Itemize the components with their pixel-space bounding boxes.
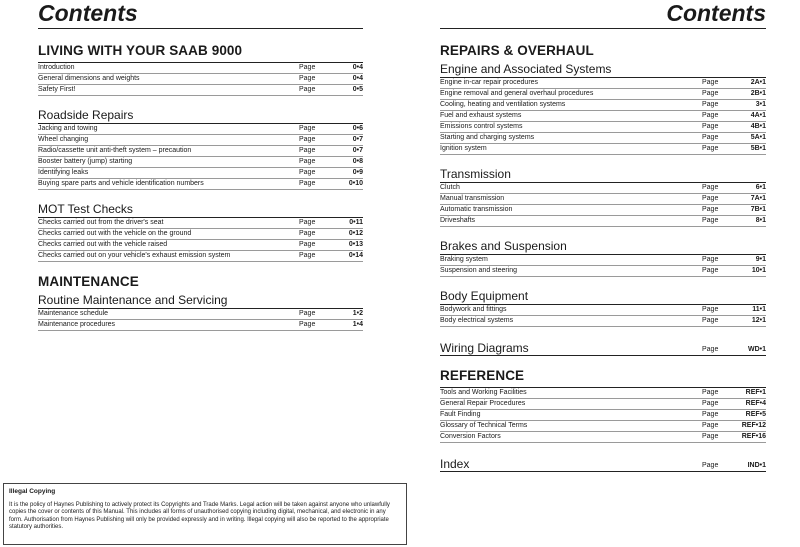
page-number: 4A•1 <box>750 112 766 119</box>
toc-row[interactable] <box>38 229 363 240</box>
page-number: 6•1 <box>755 184 766 191</box>
page-number: 2B•1 <box>750 90 766 97</box>
toc-entry: Wheel changing <box>38 136 89 143</box>
toc-entry: Tools and Working Facilities <box>440 389 527 396</box>
toc-entry: Clutch <box>440 184 460 191</box>
toc-row[interactable] <box>38 218 363 229</box>
page-label: Page <box>299 125 316 132</box>
toc-row[interactable] <box>38 320 363 331</box>
toc-entry: Conversion Factors <box>440 433 501 440</box>
page-label: Page <box>299 136 316 143</box>
chapter-heading: Wiring Diagrams <box>440 341 529 355</box>
toc-row[interactable] <box>440 122 766 133</box>
toc-entry: Jacking and towing <box>38 125 98 132</box>
toc-row[interactable] <box>440 144 766 155</box>
page-label: Page <box>299 158 316 165</box>
toc-entry: Radio/cassette unit anti-theft system – precaution <box>38 147 192 154</box>
right-page <box>440 0 766 472</box>
page-label: Page <box>702 256 719 263</box>
chapter-heading: Body Equipment <box>440 289 529 303</box>
page-number: 9•1 <box>755 256 766 263</box>
toc-entry: Manual transmission <box>440 195 505 202</box>
page-label: Page <box>299 75 316 82</box>
page-label: Page <box>702 411 719 418</box>
toc-entry: Glossary of Technical Terms <box>440 422 528 429</box>
page-number: REF•16 <box>741 433 766 440</box>
page-number: 7B•1 <box>750 206 766 213</box>
toc-entry: Engine in-car repair procedures <box>440 79 539 86</box>
page-label: Page <box>299 321 316 328</box>
page-number: 11•1 <box>752 306 766 313</box>
toc-row[interactable] <box>440 111 766 122</box>
page-number: 1•2 <box>352 310 363 317</box>
page-number: 0•5 <box>352 86 363 93</box>
page-label: Page <box>299 310 316 317</box>
toc-entry: General dimensions and weights <box>38 75 140 82</box>
page-label: Page <box>299 241 316 248</box>
toc-entry: Cooling, heating and ventilation systems <box>440 101 566 108</box>
toc-row[interactable] <box>38 251 363 262</box>
page-number: IND•1 <box>747 462 766 469</box>
page-number: 10•1 <box>751 267 766 274</box>
page-number: 5B•1 <box>750 145 766 152</box>
page-number: 0•14 <box>348 252 363 259</box>
toc-entry: Safety First! <box>38 86 76 93</box>
toc-entry: Engine removal and general overhaul procedures <box>440 90 594 97</box>
page-number: 8•1 <box>755 217 766 224</box>
toc-entry: Introduction <box>38 64 75 71</box>
toc-row[interactable] <box>38 309 363 320</box>
page-title: Contents <box>38 0 363 29</box>
page-label: Page <box>299 252 316 259</box>
toc-entry: Driveshafts <box>440 217 476 224</box>
page-label: Page <box>299 219 316 226</box>
page-number: 0•10 <box>348 180 363 187</box>
page-number: 0•7 <box>352 136 363 143</box>
page-number: REF•12 <box>741 422 766 429</box>
spacer <box>38 262 363 274</box>
page-number: REF•1 <box>745 389 766 396</box>
page-label: Page <box>702 389 719 396</box>
page-number: 0•13 <box>348 241 363 248</box>
toc-list <box>440 304 766 327</box>
page-number: REF•4 <box>745 400 766 407</box>
toc-row[interactable] <box>440 183 766 194</box>
page-label: Page <box>299 64 316 71</box>
toc-entry: Bodywork and fittings <box>440 306 507 313</box>
page-label: Page <box>702 184 719 191</box>
page-number: 2A•1 <box>750 79 766 86</box>
spacer <box>440 227 766 239</box>
toc-row[interactable] <box>440 255 766 266</box>
page-number: 5A•1 <box>750 134 766 141</box>
toc-list <box>440 77 766 155</box>
page-number: WD•1 <box>747 346 766 353</box>
spacer <box>440 155 766 167</box>
toc-row[interactable] <box>440 100 766 111</box>
toc-entry: Body electrical systems <box>440 317 514 324</box>
page-label: Page <box>702 267 719 274</box>
toc-entry: Ignition system <box>440 145 487 152</box>
spacer <box>440 277 766 289</box>
page-number: 1•4 <box>352 321 363 328</box>
page-label: Page <box>299 86 316 93</box>
spacer <box>440 327 766 339</box>
spacer <box>38 190 363 202</box>
toc-entry: Identifying leaks <box>38 169 89 176</box>
chapter-heading: Routine Maintenance and Servicing <box>38 293 228 307</box>
illegal-copying-notice <box>3 483 407 545</box>
page-number: 0•7 <box>352 147 363 154</box>
toc-entry: Checks carried out with the vehicle raised <box>38 241 168 248</box>
toc-entry: Fault Finding <box>440 411 481 418</box>
toc-entry: Fuel and exhaust systems <box>440 112 522 119</box>
chapter-heading: Brakes and Suspension <box>440 239 567 253</box>
toc-entry: Starting and charging systems <box>440 134 535 141</box>
toc-entry: Booster battery (jump) starting <box>38 158 133 165</box>
toc-entry: Maintenance schedule <box>38 310 109 317</box>
toc-entry: Checks carried out on your vehicle's exhaust emission system <box>38 252 231 259</box>
toc-row[interactable] <box>38 74 363 85</box>
toc-row[interactable] <box>440 89 766 100</box>
toc-list <box>440 387 766 443</box>
toc-entry: Braking system <box>440 256 488 263</box>
part-heading: REFERENCE <box>440 368 525 383</box>
page-label: Page <box>702 101 719 108</box>
page-number: 0•6 <box>352 125 363 132</box>
page-number: 0•4 <box>352 75 363 82</box>
toc-row[interactable] <box>38 168 363 179</box>
spacer <box>38 96 363 108</box>
toc-list <box>38 308 363 331</box>
spacer <box>440 356 766 368</box>
page-number: REF•5 <box>745 411 766 418</box>
page-label: Page <box>702 134 719 141</box>
toc-row[interactable] <box>440 432 766 443</box>
toc-row[interactable] <box>440 388 766 399</box>
toc-entry: Automatic transmission <box>440 206 513 213</box>
chapter-heading: Roadside Repairs <box>38 108 134 122</box>
toc-row[interactable] <box>440 421 766 432</box>
chapter-heading: Engine and Associated Systems <box>440 62 612 76</box>
page-label: Page <box>299 147 316 154</box>
spacer <box>440 443 766 455</box>
page-label: Page <box>702 400 719 407</box>
page-number: 12•1 <box>751 317 766 324</box>
part-heading: LIVING WITH YOUR SAAB 9000 <box>38 43 243 58</box>
toc-entry: Maintenance procedures <box>38 321 116 328</box>
toc-row[interactable] <box>440 399 766 410</box>
chapter-heading: Transmission <box>440 167 511 181</box>
toc-row[interactable] <box>38 240 363 251</box>
page-label: Page <box>702 306 719 313</box>
page-label: Page <box>702 145 719 152</box>
toc-entry: Buying spare parts and vehicle identification numbers <box>38 180 204 187</box>
chapter-heading: Index <box>440 457 470 471</box>
page-number: 0•8 <box>352 158 363 165</box>
page-label: Page <box>702 217 719 224</box>
part-heading: MAINTENANCE <box>38 274 139 289</box>
toc-entry: General Repair Procedures <box>440 400 526 407</box>
page-label: Page <box>299 180 316 187</box>
toc-row[interactable] <box>38 124 363 135</box>
toc-row[interactable] <box>38 85 363 96</box>
left-page <box>38 0 363 331</box>
toc-row[interactable] <box>440 194 766 205</box>
page-label: Page <box>702 462 719 469</box>
page-label: Page <box>702 346 719 353</box>
toc-entry: Checks carried out with the vehicle on the ground <box>38 230 192 237</box>
page-label: Page <box>702 317 719 324</box>
page-label: Page <box>299 230 316 237</box>
toc-row[interactable] <box>440 410 766 421</box>
page-label: Page <box>702 112 719 119</box>
page-label: Page <box>299 169 316 176</box>
toc-row[interactable] <box>440 305 766 316</box>
toc-row[interactable] <box>38 157 363 168</box>
toc-list <box>38 123 363 190</box>
page-label: Page <box>702 79 719 86</box>
index-row[interactable] <box>440 455 766 472</box>
toc-row[interactable] <box>440 216 766 227</box>
toc-list <box>440 182 766 227</box>
page-number: 0•9 <box>352 169 363 176</box>
toc-row[interactable] <box>38 63 363 74</box>
page-label: Page <box>702 123 719 130</box>
page-number: 7A•1 <box>750 195 766 202</box>
toc-row[interactable] <box>440 133 766 144</box>
toc-entry: Suspension and steering <box>440 267 518 274</box>
toc-row[interactable] <box>440 316 766 327</box>
toc-list <box>440 254 766 277</box>
part-heading: REPAIRS & OVERHAUL <box>440 43 594 58</box>
page-title: Contents <box>440 0 766 29</box>
page-label: Page <box>702 206 719 213</box>
toc-row[interactable] <box>440 266 766 277</box>
page-label: Page <box>702 422 719 429</box>
page-number: 0•12 <box>348 230 363 237</box>
toc-entry: Checks carried out from the driver's seat <box>38 219 164 226</box>
page-number: 4B•1 <box>750 123 766 130</box>
notice-text: It is the policy of Haynes Publishing to actively protect its Copyrights and Trade Marks. Legal action will be taken against anyone who unlawfully copies the cover or contents of this Manual. This includes all forms of unauthorised copying including digital, mechanical, and electronic in any form. Authorisation from Haynes Publishing will only be provided expressly and in writing. Illegal copying will also be reported to the appropriate statutory authorities. <box>9 501 390 530</box>
chapter-heading: MOT Test Checks <box>38 202 133 216</box>
toc-list <box>38 62 363 96</box>
toc-row[interactable] <box>38 179 363 190</box>
page-label: Page <box>702 433 719 440</box>
notice-title: Illegal Copying <box>9 488 56 495</box>
page-label: Page <box>702 90 719 97</box>
page-label: Page <box>702 195 719 202</box>
toc-entry: Emissions control systems <box>440 123 523 130</box>
page-number: 0•4 <box>352 64 363 71</box>
toc-row[interactable] <box>440 78 766 89</box>
toc-row[interactable] <box>440 205 766 216</box>
toc-row[interactable] <box>38 146 363 157</box>
page-number: 0•11 <box>349 219 363 226</box>
wiring-diagrams-row[interactable] <box>440 339 766 356</box>
page-number: 3•1 <box>755 101 766 108</box>
toc-list <box>38 217 363 262</box>
toc-row[interactable] <box>38 135 363 146</box>
